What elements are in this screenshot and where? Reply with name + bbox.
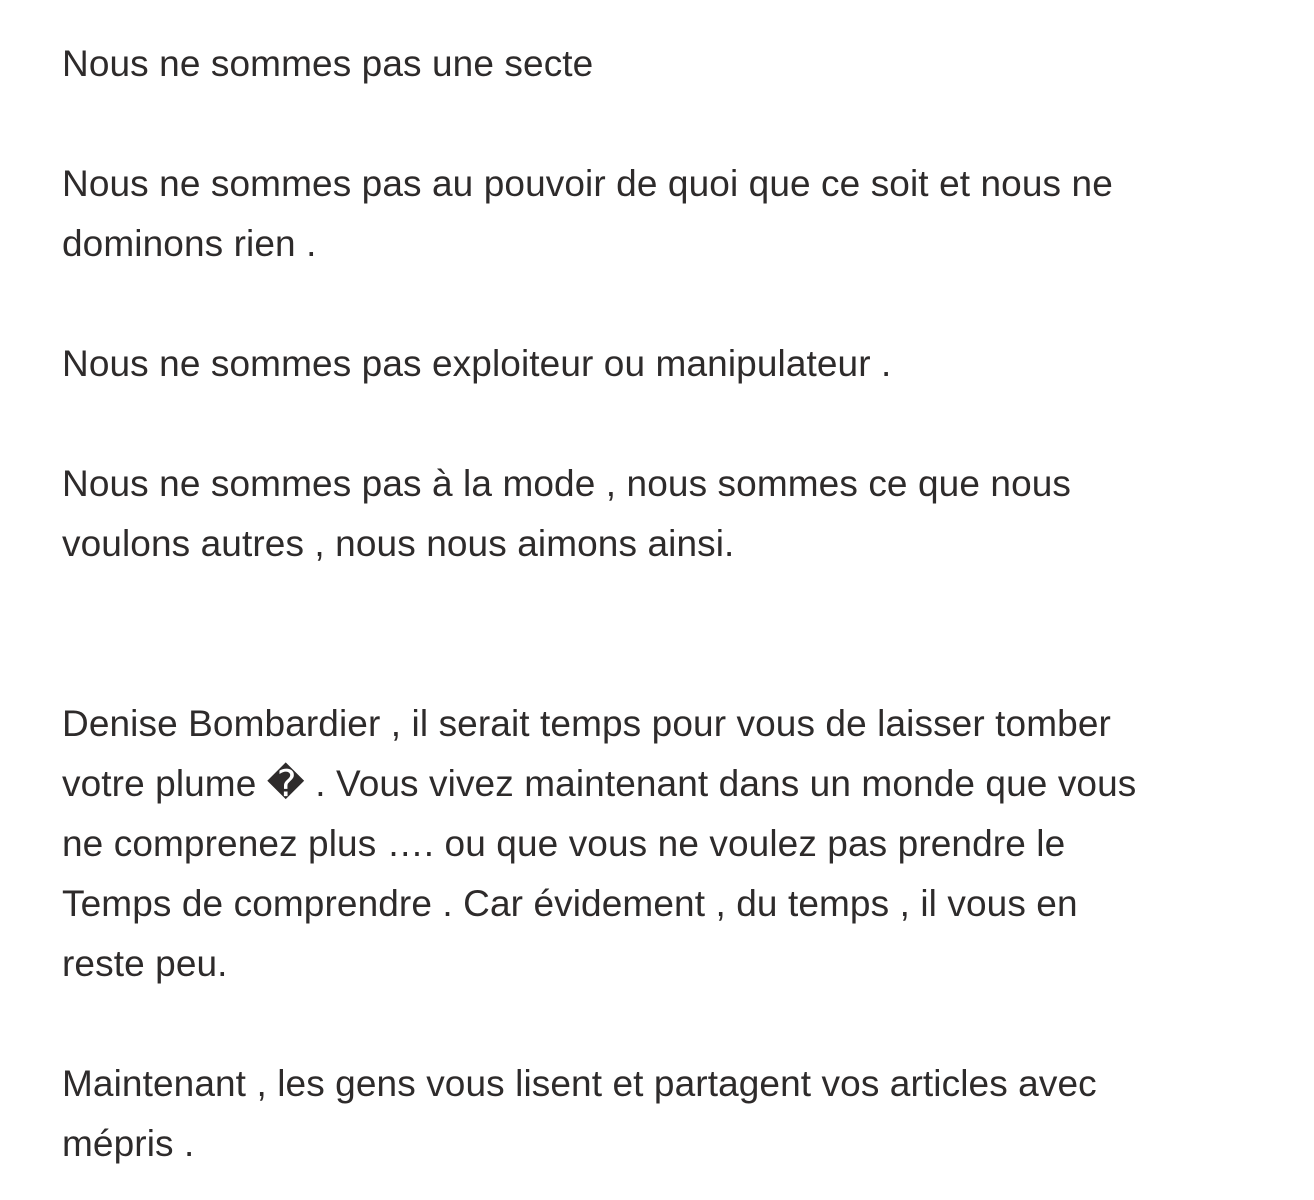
paragraph-contempt: Maintenant , les gens vous lisent et partagent vos articles avec mépris . <box>62 1063 1097 1164</box>
paragraph-not-exploiter: Nous ne sommes pas exploiteur ou manipulateur . <box>62 343 892 384</box>
paragraph-not-a-sect: Nous ne sommes pas une secte <box>62 43 594 84</box>
paragraph-denise-bombardier: Denise Bombardier , il serait temps pour vous de laisser tomber votre plume � . Vous vivez maintenant dans un monde que vous ne comprenez plus …. ou que vous ne voulez pas prendre le Temps de comprendre . Car évidement , du temps , il vous en reste peu. <box>62 703 1137 984</box>
paragraph-not-trendy: Nous ne sommes pas à la mode , nous sommes ce que nous voulons autres , nous nous aimons ainsi. <box>62 463 1072 564</box>
paragraph-no-power: Nous ne sommes pas au pouvoir de quoi que ce soit et nous ne dominons rien . <box>62 163 1113 264</box>
article-body <box>62 34 1262 1174</box>
